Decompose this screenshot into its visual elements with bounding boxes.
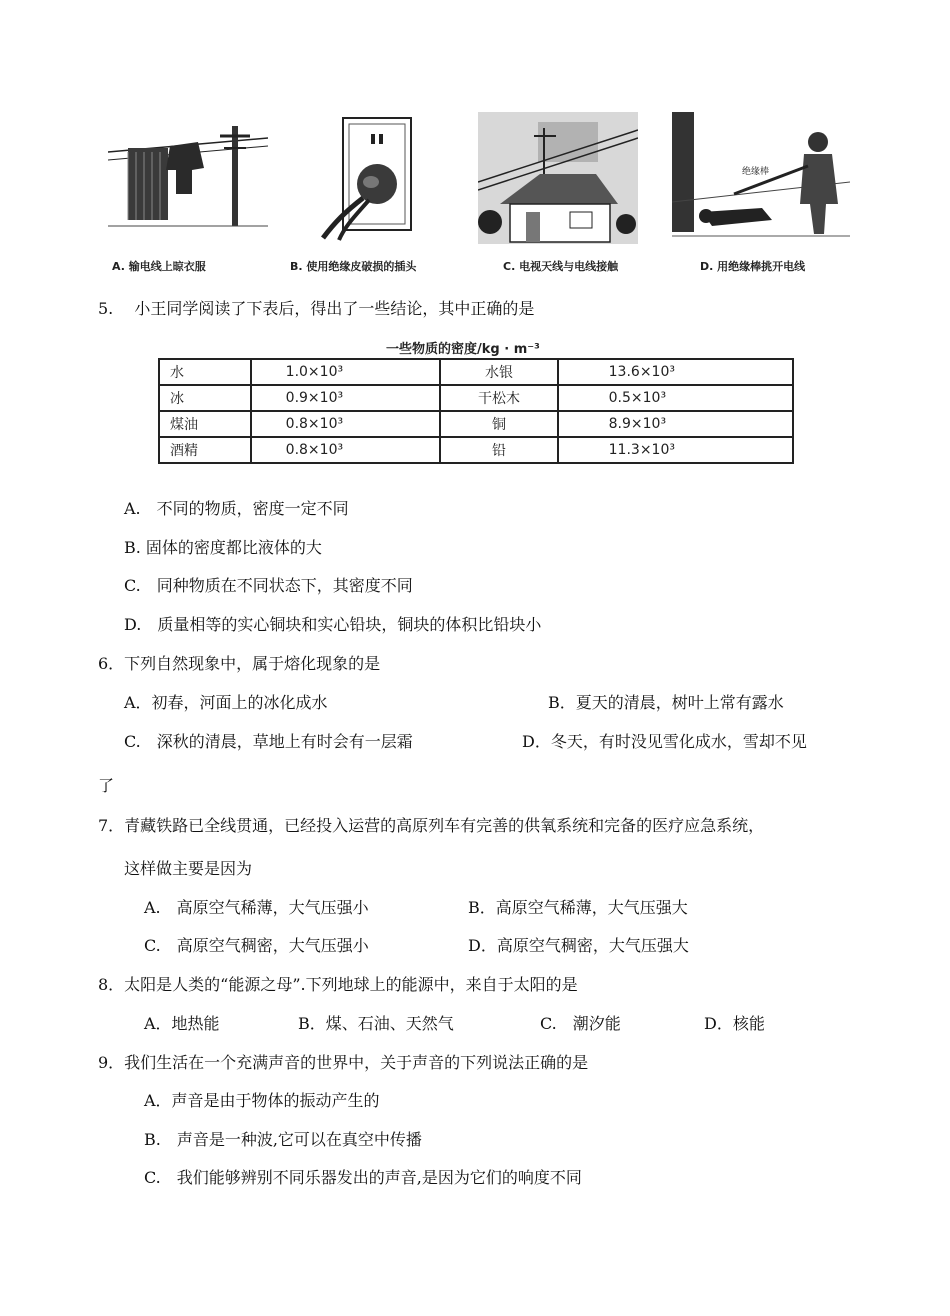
table-cell: 煤油 — [159, 411, 251, 437]
figure-d-insulating-rod — [672, 112, 850, 244]
q8-option-d: D．核能 — [704, 1014, 765, 1033]
q8-stem: 8．太阳是人类的“能源之母”.下列地球上的能源中，来自于太阳的是 — [98, 975, 578, 994]
q8-option-b: B．煤、石油、天然气 — [298, 1014, 454, 1033]
q7-stem-continued: 这样做主要是因为 — [124, 859, 253, 878]
table-cell: 酒精 — [159, 437, 251, 463]
table-cell: 0.5×10³ — [558, 385, 793, 411]
table-row — [159, 411, 793, 437]
q5-option-a: A. 不同的物质，密度一定不同 — [124, 499, 349, 518]
q6-option-d: D．冬天，有时没见雪化成水，雪却不见 — [522, 732, 807, 751]
q8-option-a: A．地热能 — [144, 1014, 220, 1033]
density-table-caption: 一些物质的密度/kg · m⁻³ — [386, 342, 540, 357]
insulating-rod-label: 绝缘棒 — [742, 167, 770, 177]
q8-option-c: C. 潮汐能 — [540, 1014, 621, 1033]
table-cell: 13.6×10³ — [558, 359, 793, 385]
figure-a-clothes-on-power-line — [108, 112, 268, 244]
q9-option-c: C. 我们能够辨别不同乐器发出的声音,是因为它们的响度不同 — [144, 1168, 582, 1187]
table-cell: 干松木 — [440, 385, 557, 411]
q6-option-d-continued: 了 — [98, 776, 115, 795]
q7-option-b: B．高原空气稀薄，大气压强大 — [468, 898, 688, 917]
q5-option-b: B. 固体的密度都比液体的大 — [124, 538, 322, 557]
table-cell: 铜 — [440, 411, 557, 437]
table-cell: 0.8×10³ — [251, 411, 441, 437]
figure-d-caption: D. 用绝缘棒挑开电线 — [700, 260, 806, 273]
figure-b-caption: B. 使用绝缘皮破损的插头 — [290, 260, 417, 273]
table-cell: 水 — [159, 359, 251, 385]
density-table — [158, 358, 794, 464]
q5-option-c: C. 同种物质在不同状态下，其密度不同 — [124, 576, 413, 595]
q5-option-d: D. 质量相等的实心铜块和实心铅块，铜块的体积比铅块小 — [124, 615, 542, 634]
q9-stem: 9．我们生活在一个充满声音的世界中，关于声音的下列说法正确的是 — [98, 1053, 589, 1072]
table-row — [159, 437, 793, 463]
table-cell: 冰 — [159, 385, 251, 411]
figure-b-damaged-plug — [305, 112, 425, 244]
q7-option-c: C. 高原空气稠密，大气压强小 — [144, 936, 369, 955]
figure-c-caption: C. 电视天线与电线接触 — [503, 260, 619, 273]
figure-a-caption: A. 输电线上晾衣服 — [112, 260, 206, 273]
table-cell: 8.9×10³ — [558, 411, 793, 437]
table-row — [159, 359, 793, 385]
q6-stem: 6．下列自然现象中，属于熔化现象的是 — [98, 654, 381, 673]
table-cell: 0.8×10³ — [251, 437, 441, 463]
table-cell: 11.3×10³ — [558, 437, 793, 463]
q9-option-b: B. 声音是一种波,它可以在真空中传播 — [144, 1130, 422, 1149]
q7-option-a: A. 高原空气稀薄，大气压强小 — [144, 898, 369, 917]
q6-option-c: C. 深秋的清晨，草地上有时会有一层霜 — [124, 732, 413, 751]
table-cell: 铅 — [440, 437, 557, 463]
q7-stem: 7．青藏铁路已全线贯通，已经投入运营的高原列车有完善的供氧系统和完备的医疗应急系统， — [98, 816, 765, 835]
table-cell: 0.9×10³ — [251, 385, 441, 411]
figure-c-antenna-touching-wire — [478, 112, 638, 244]
table-row — [159, 385, 793, 411]
q6-option-a: A．初春，河面上的冰化成水 — [124, 693, 328, 712]
table-cell: 1.0×10³ — [251, 359, 441, 385]
q6-option-b: B．夏天的清晨，树叶上常有露水 — [548, 693, 784, 712]
q5-stem: 5. 小王同学阅读了下表后，得出了一些结论，其中正确的是 — [98, 299, 535, 318]
table-cell: 水银 — [440, 359, 557, 385]
q9-option-a: A．声音是由于物体的振动产生的 — [144, 1091, 380, 1110]
q7-option-d: D．高原空气稠密，大气压强大 — [468, 936, 689, 955]
